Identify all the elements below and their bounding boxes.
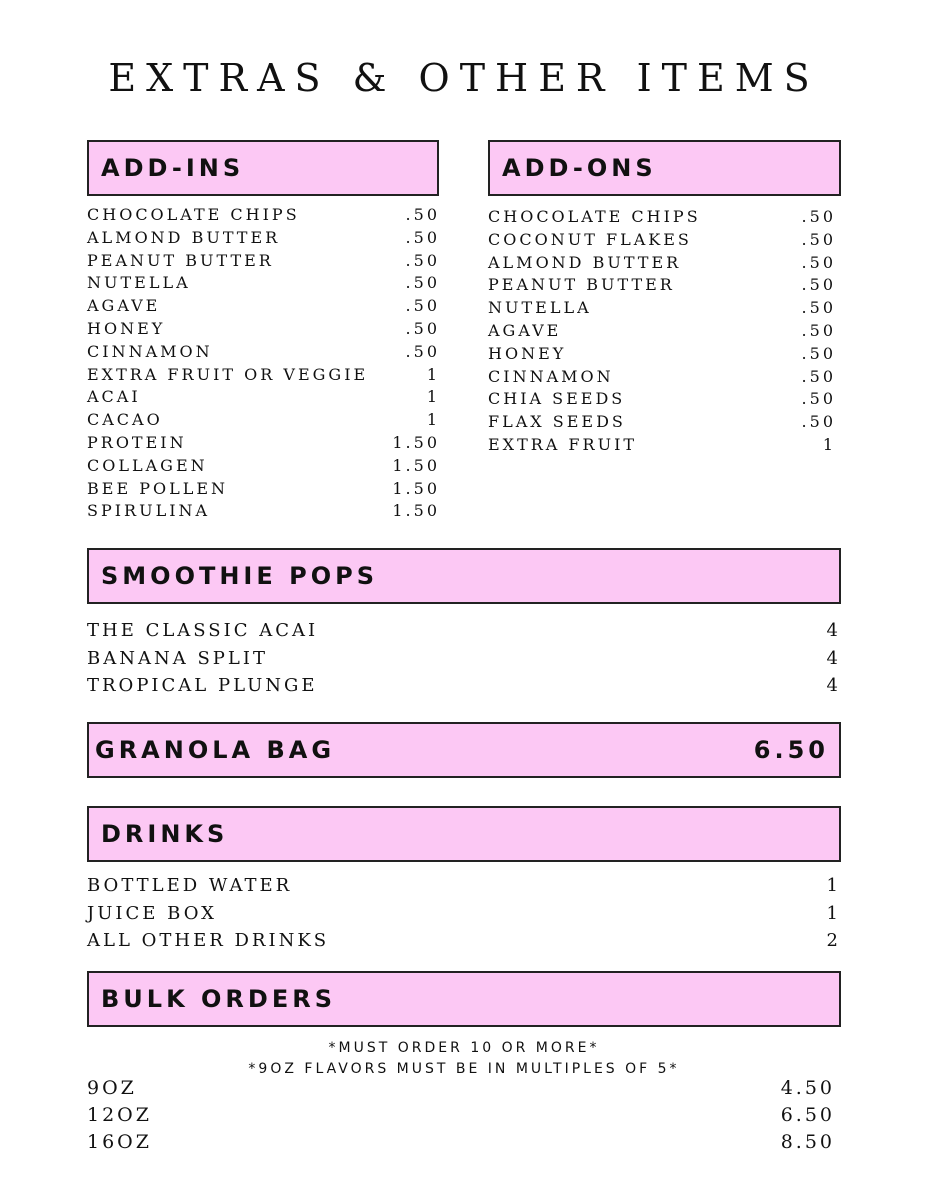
smoothie-pops-header [87,548,841,604]
menu-item-price: 8.50 [780,1131,835,1153]
menu-item-name: PEANUT BUTTER [488,275,675,295]
menu-item-price: .50 [801,343,836,363]
menu-item-row [488,366,836,389]
menu-item-price: 4.50 [780,1077,835,1099]
menu-item-row [488,320,836,343]
menu-item-name: BANANA SPLIT [87,647,268,669]
menu-item-price: .50 [405,318,440,338]
menu-item-row [488,388,836,411]
menu-item-price: .50 [801,366,836,386]
menu-item-name: CHOCOLATE CHIPS [488,207,701,226]
menu-item-name: ACAI [87,387,141,407]
bulk-orders-list [87,1075,835,1156]
menu-item-price: .50 [801,252,836,272]
add-ins-heading: ADD-INS [101,154,245,182]
menu-item-row [87,478,440,501]
menu-item-row [87,341,440,364]
menu-item-name: SPIRULINA [87,501,211,521]
menu-item-row [87,295,440,318]
drinks-list [87,872,841,955]
add-ons-list [488,206,836,457]
menu-item-row [488,252,836,275]
menu-item-price: 1 [822,434,836,454]
menu-item-price: .50 [405,250,440,270]
menu-item-price: 4 [826,675,841,696]
menu-item-price: .50 [801,275,836,295]
menu-item-name: ALL OTHER DRINKS [87,930,330,951]
menu-item-name: NUTELLA [87,273,191,293]
menu-item-row [87,672,841,700]
menu-item-name: BOTTLED WATER [87,875,293,896]
menu-item-name: PEANUT BUTTER [87,250,274,270]
menu-item-price: 1.50 [392,432,440,452]
menu-item-row [87,617,841,645]
menu-item-price: .50 [405,341,440,361]
add-ins-list [87,204,440,523]
menu-item-name: 16OZ [87,1131,152,1153]
menu-item-name: TROPICAL PLUNGE [87,675,318,696]
menu-item-name: EXTRA FRUIT [488,434,638,454]
menu-item-price: 4 [826,647,841,669]
menu-item-price: .50 [801,412,836,432]
menu-item-row [488,411,836,434]
drinks-header [87,806,841,862]
add-ons-header [488,140,841,196]
menu-item-name: BEE POLLEN [87,478,229,498]
menu-item-name: ALMOND BUTTER [488,252,682,272]
menu-item-name: AGAVE [488,320,562,340]
menu-item-price: .50 [801,389,836,409]
menu-item-price: 1 [426,410,440,430]
menu-item-price: .50 [405,273,440,293]
add-ins-header [87,140,439,196]
menu-item-row [488,434,836,457]
menu-item-name: AGAVE [87,296,161,316]
granola-bag-heading: GRANOLA BAG [95,736,336,764]
menu-item-name: ALMOND BUTTER [87,227,281,247]
menu-item-row [87,927,841,955]
menu-item-row [87,318,440,341]
menu-item-price: 1.50 [392,501,440,521]
menu-item-price: .50 [405,296,440,316]
menu-item-price: .50 [801,298,836,318]
menu-item-name: CINNAMON [488,366,614,386]
menu-item-price: 1 [826,902,841,924]
bulk-note-minimum: *MUST ORDER 10 OR MORE* [328,1040,600,1056]
menu-item-name: CHOCOLATE CHIPS [87,205,300,224]
menu-item-row [488,274,836,297]
menu-item-price: 1.50 [392,455,440,475]
menu-item-name: JUICE BOX [87,902,217,924]
granola-bag-price: 6.50 [753,736,829,764]
menu-item-name: 9OZ [87,1077,137,1099]
drinks-heading: DRINKS [101,820,229,848]
menu-item-price: 1 [426,364,440,384]
bulk-note-multiples: *9OZ FLAVORS MUST BE IN MULTIPLES OF 5* [248,1061,680,1077]
menu-item-name: 12OZ [87,1104,152,1126]
menu-item-name: HONEY [488,343,567,363]
bulk-orders-header [87,971,841,1027]
menu-item-name: CINNAMON [87,341,213,361]
menu-item-name: HONEY [87,318,166,338]
menu-item-row [87,1102,835,1129]
menu-item-name: NUTELLA [488,298,592,318]
menu-item-name: COLLAGEN [87,455,208,475]
menu-item-row [87,409,440,432]
menu-item-row [87,500,440,523]
menu-item-price: 6.50 [780,1104,835,1126]
smoothie-pops-list [87,617,841,700]
menu-item-row [87,432,440,455]
menu-item-row [87,900,841,928]
menu-item-row [87,364,440,387]
menu-item-name: COCONUT FLAKES [488,229,692,249]
menu-item-price: .50 [405,205,440,224]
menu-item-row [488,297,836,320]
page-title: EXTRAS & OTHER ITEMS [108,56,820,100]
menu-item-name: CHIA SEEDS [488,389,626,409]
menu-item-row [87,204,440,227]
menu-item-price: 1 [826,875,841,896]
menu-item-row [87,386,440,409]
menu-item-price: .50 [405,227,440,247]
menu-item-price: .50 [801,320,836,340]
menu-item-name: PROTEIN [87,432,187,452]
menu-item-name: EXTRA FRUIT OR VEGGIE [87,364,369,384]
menu-item-row [87,227,440,250]
menu-item-row [87,645,841,673]
menu-item-price: 1.50 [392,478,440,498]
menu-item-name: FLAX SEEDS [488,412,626,432]
granola-bag-header [87,722,841,778]
menu-item-row [87,272,440,295]
menu-item-price: 4 [826,620,841,641]
menu-item-price: 1 [426,387,440,407]
menu-item-row [87,250,440,273]
menu-item-row [488,206,836,229]
bulk-orders-heading: BULK ORDERS [101,985,336,1013]
menu-item-row [87,455,440,478]
smoothie-pops-heading: SMOOTHIE POPS [101,562,378,590]
menu-item-name: THE CLASSIC ACAI [87,620,319,641]
menu-item-row [87,872,841,900]
menu-item-price: .50 [801,207,836,226]
menu-item-row [87,1075,835,1102]
menu-item-row [87,1129,835,1156]
menu-item-row [488,229,836,252]
menu-item-price: .50 [801,229,836,249]
menu-item-name: CACAO [87,410,163,430]
menu-item-row [488,343,836,366]
menu-item-price: 2 [826,930,841,951]
add-ons-heading: ADD-ONS [502,154,657,182]
